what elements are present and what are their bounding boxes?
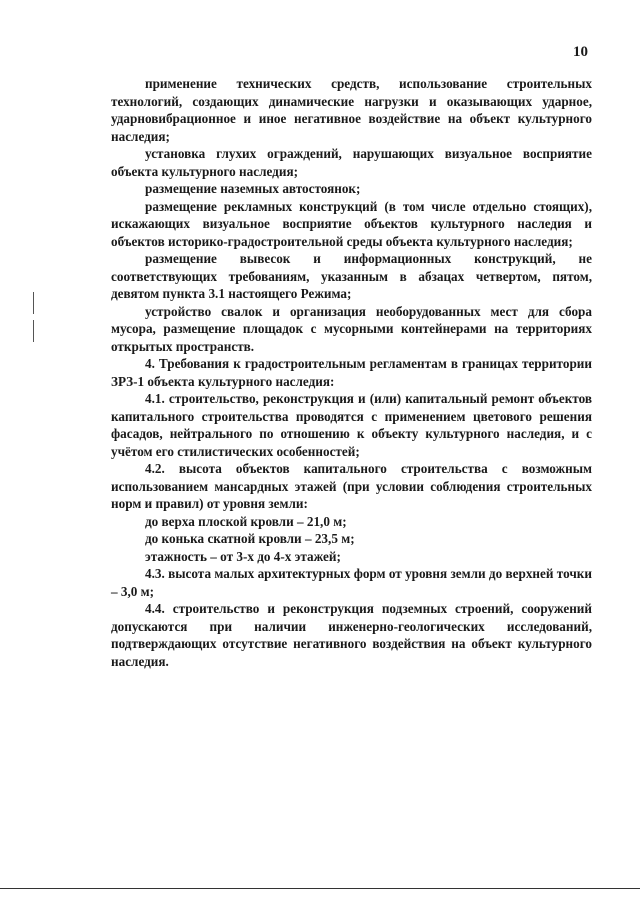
paragraph: размещение наземных автостоянок;: [145, 181, 361, 196]
list-item: до верха плоской кровли – 21,0 м;: [145, 513, 347, 529]
list-item: этажность – от 3-х до 4-х этажей;: [145, 548, 341, 564]
paragraph: 4.3. высота малых архитектурных форм от уровня земли до верхней точки – 3,0 м;: [111, 566, 592, 599]
paragraph: размещение рекламных конструкций (в том числе отдельно стоящих), искажающих визуальное восприятие объектов культурного наследия и объектов историко-градостроительной среды объекта культурного наследия;: [111, 198, 592, 249]
bottom-rule: [0, 888, 640, 889]
document-body: [111, 75, 592, 670]
paragraph: устройство свалок и организация необорудованных мест для сбора мусора, размещение площадок с мусорными контейнерами на территориях открытых пространств.: [111, 303, 592, 354]
scan-mark: [33, 292, 34, 314]
paragraph: применение технических средств, использование строительных технологий, создающих динамические нагрузки и оказывающих ударное, ударновибрационное и иное негативное воздействие на объект культурного наследия;: [111, 76, 592, 144]
paragraph: установка глухих ограждений, нарушающих визуальное восприятие объекта культурного наследия;: [111, 146, 592, 179]
paragraph: 4.1. строительство, реконструкция и (или) капитальный ремонт объектов капитального строительства проводятся с применением цветового решения фасадов, нейтрального по отношению к объекту культурного наследия, и с учётом его стилистических особенностей;: [111, 391, 592, 459]
list-item: до конька скатной кровли – 23,5 м;: [145, 531, 355, 546]
paragraph: 4.2. высота объектов капитального строительства с возможным использованием мансардных этажей (при условии соблюдения строительных норм и правил) от уровня земли:: [111, 461, 592, 511]
paragraph: размещение вывесок и информационных конструкций, не соответствующих требованиям, указанным в абзацах четвертом, пятом, девятом пункта 3.1 настоящего Режима;: [111, 251, 592, 301]
page-number: 10: [573, 44, 588, 60]
paragraph: 4.4. строительство и реконструкция подземных строений, сооружений допускаются при наличии инженерно-геологических исследований, подтверждающих отсутствие негативного воздействия на объект культурного наследия.: [111, 601, 592, 669]
section-heading: 4. Требования к градостроительным регламентам в границах территории ЗРЗ-1 объекта культурного наследия:: [111, 356, 592, 389]
scan-mark: [33, 320, 34, 342]
